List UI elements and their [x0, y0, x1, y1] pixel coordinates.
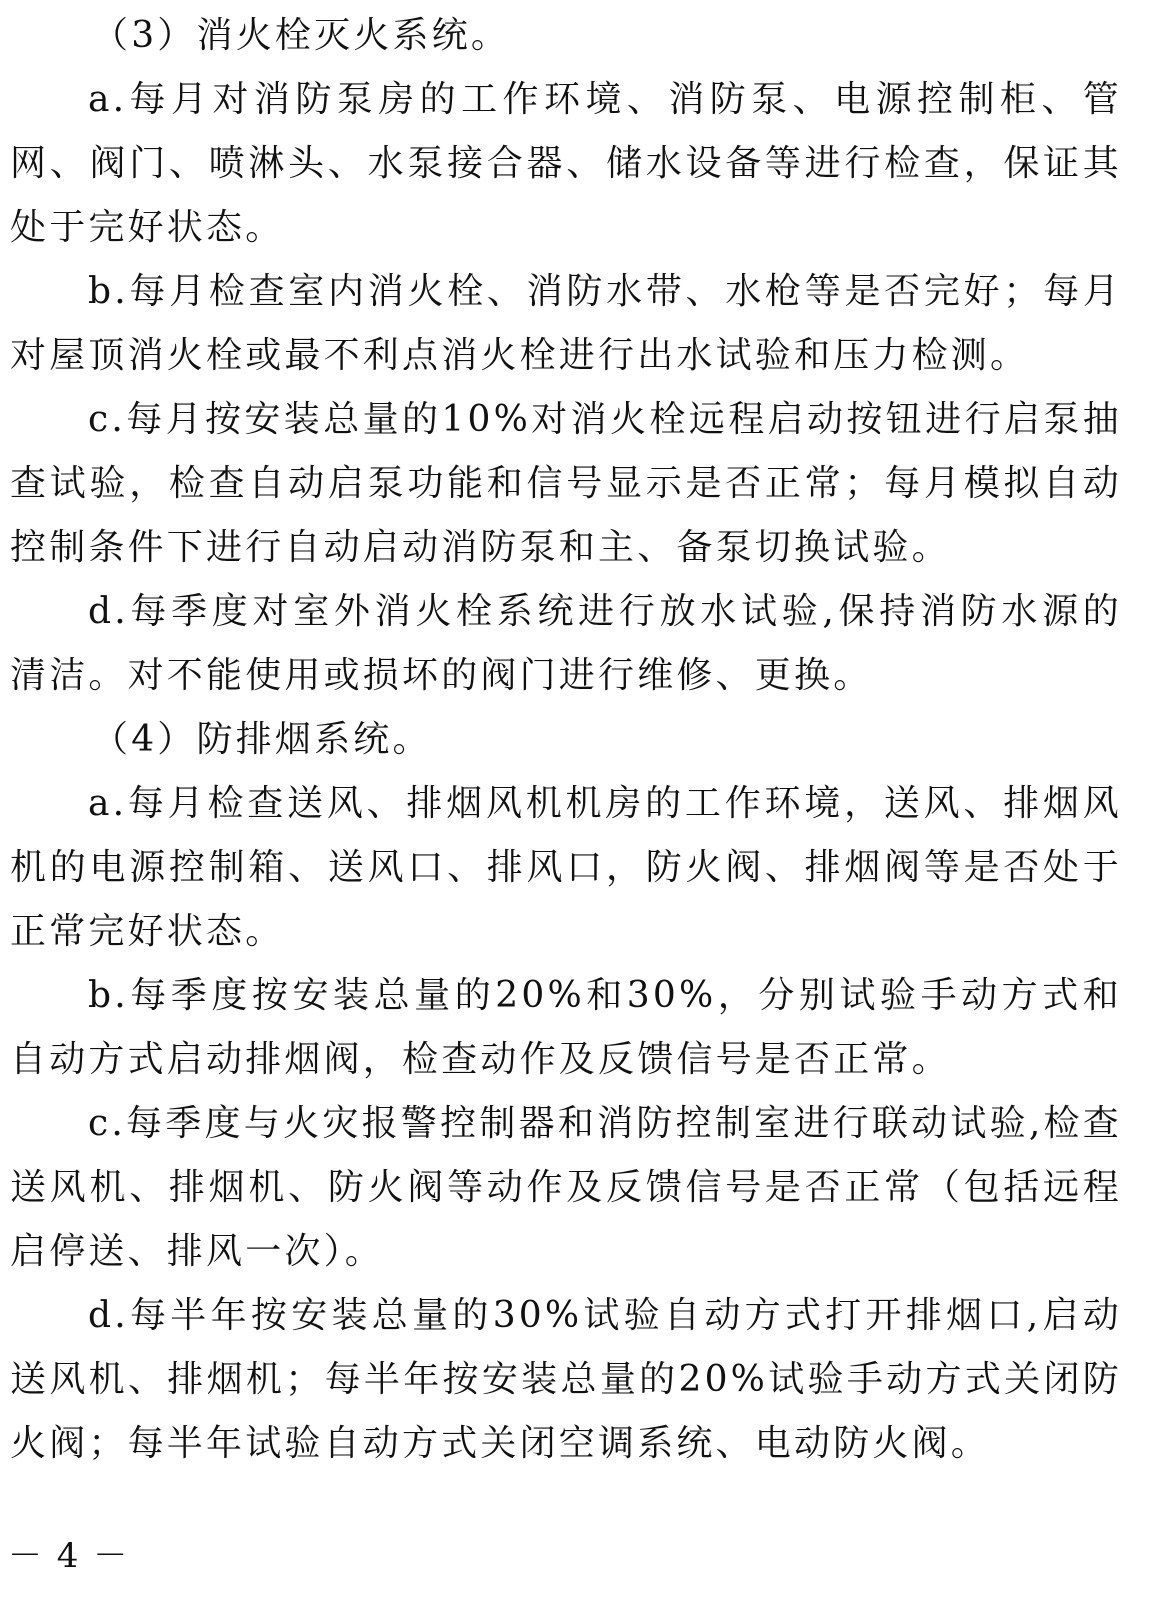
page-number: － 4 －: [8, 1536, 130, 1576]
paragraph-smoke-c: c.每季度与火灾报警控制器和消防控制室进行联动试验,检查送风机、排烟机、防火阀等动作及反馈信号是否正常（包括远程启停送、排风一次）。: [10, 1103, 1122, 1272]
paragraph-hydrant-d: d.每季度对室外消火栓系统进行放水试验,保持消防水源的清洁。对不能使用或损坏的阀门进行维修、更换。: [10, 591, 1122, 696]
paragraph-hydrant-c: c.每月按安装总量的10%对消火栓远程启动按钮进行启泵抽查试验，检查自动启泵功能和信号显示是否正常；每月模拟自动控制条件下进行自动启动消防泵和主、备泵切换试验。: [10, 399, 1122, 568]
section-heading-smoke-system: （4）防排烟系统。: [92, 719, 432, 760]
paragraph-hydrant-b: b.每月检查室内消火栓、消防水带、水枪等是否完好；每月对屋顶消火栓或最不利点消火栓进行出水试验和压力检测。: [10, 271, 1122, 376]
paragraph-smoke-a: a.每月检查送风、排烟风机机房的工作环境，送风、排烟风机的电源控制箱、送风口、排风口，防火阀、排烟阀等是否处于正常完好状态。: [10, 783, 1122, 952]
paragraph-hydrant-a: a.每月对消防泵房的工作环境、消防泵、电源控制柜、管网、阀门、喷淋头、水泵接合器、储水设备等进行检查，保证其处于完好状态。: [10, 79, 1122, 248]
paragraph-smoke-d: d.每半年按安装总量的30%试验自动方式打开排烟口,启动送风机、排烟机；每半年按安装总量的20%试验手动方式关闭防火阀；每半年试验自动方式关闭空调系统、电动防火阀。: [10, 1295, 1122, 1464]
section-heading-hydrant-system: （3）消火栓灭火系统。: [92, 15, 511, 56]
paragraph-smoke-b: b.每季度按安装总量的20%和30%，分别试验手动方式和自动方式启动排烟阀，检查动作及反馈信号是否正常。: [10, 975, 1122, 1080]
